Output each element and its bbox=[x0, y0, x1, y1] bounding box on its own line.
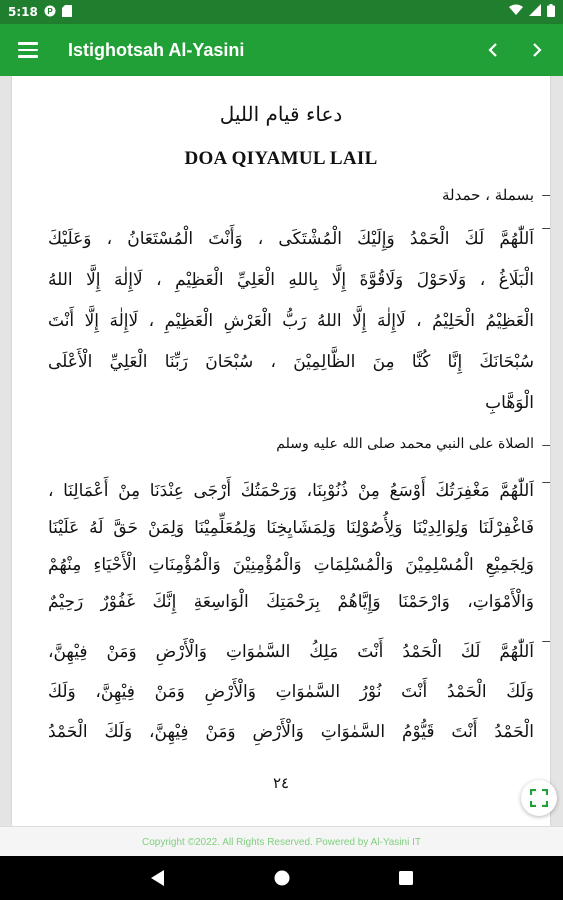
chevron-left-icon bbox=[488, 43, 498, 57]
prayer-item: – اَللّٰهُمَّ لَكَ الْحَمْدُ أَنْتَ مَلِكُ السَّمٰوَاتِ وَالْأَرْضِ وَمَنْ فِيْهِنَّ، وَلَكَ الْحَمْدُ أَنْتَ نُوْرُ السَّمٰوَاتِ وَالْأَرْضِ وَمَنْ فِيْهِنَّ، وَلَكَ الْحَمْدُ أَنْتَ قَيُّوْمُ السَّمٰوَاتِ وَالْأَرْضِ وَمَنْ فِيْهِنَّ، وَلَكَ الْحَمْدُ bbox=[48, 632, 534, 752]
prayer-line: وَلَكَ الْحَمْدُ أَنْتَ نُوْرُ السَّمٰوَاتِ وَالْأَرْضِ وَمَنْ فِيْهِنَّ، وَلَكَ bbox=[48, 682, 534, 702]
back-triangle-icon bbox=[151, 870, 165, 886]
hamburger-menu-icon[interactable] bbox=[18, 42, 38, 58]
recents-button[interactable] bbox=[394, 866, 418, 890]
prayer-item: – الصلاة على النبي محمد صلى الله عليه وسلم bbox=[48, 436, 534, 452]
prayer-line: الْوَهَّابِ bbox=[485, 393, 534, 413]
app-title: Istighotsah Al-Yasini bbox=[68, 39, 245, 60]
prayer-line: الصلاة على النبي محمد صلى الله عليه وسلم bbox=[276, 436, 534, 452]
prayer-line: بسملة ، حمدلة bbox=[441, 186, 534, 204]
back-button[interactable] bbox=[146, 866, 170, 890]
prayer-line: فَاغْفِرْلَنَا وَلِوَالِدِيْنَا وَلِأُصُوْلِنَا وَلِمَشَايِخِنَا وَلِمُعَلِّمِيْنَا وَلِمَنْ حَقَّ لَهُ عَلَيْنَا bbox=[48, 518, 534, 538]
prayer-line: اَللّٰهُمَّ مَغْفِرَتُكَ أَوْسَعُ مِنْ ذُنُوْبِنَا، وَرَحْمَتُكَ أَرْجَى عِنْدَنَا مِنْ أَعْمَالِنَا ، bbox=[48, 481, 534, 501]
app-bar bbox=[0, 24, 563, 76]
prayer-line: اَللّٰهُمَّ لَكَ الْحَمْدُ وَإِلَيْكَ الْمُشْتَكَى ، وَأَنْتَ الْمُسْتَعَانُ ، وَعَلَيْكَ bbox=[48, 229, 534, 249]
status-bar bbox=[0, 0, 563, 24]
prev-page-button[interactable] bbox=[475, 24, 511, 76]
recents-square-icon bbox=[399, 871, 413, 885]
status-icons bbox=[509, 4, 555, 20]
prayer-line: وَلِجَمِيْعِ الْمُسْلِمِيْنَ وَالْمُسْلِمَاتِ وَالْمُؤْمِنِيْنَ وَالْمُؤْمِنَاتِ الْأَحْيَاءِ مِنْهُمْ bbox=[48, 555, 534, 575]
prayer-item: – بسملة ، حمدلة bbox=[48, 186, 534, 204]
sd-card-icon bbox=[62, 5, 72, 20]
fullscreen-icon bbox=[530, 789, 548, 807]
chevron-right-icon bbox=[532, 43, 542, 57]
prayer-line: سُبْحَانَكَ إِنَّا كُنَّا مِنَ الظَّالِمِيْنَ ، سُبْحَانَ رَبِّنَا الْعَلِيِّ الْأَعْلَى bbox=[48, 352, 534, 372]
copyright-text: Copyright ©2022. All Rights Reserved. Powered by Al-Yasini IT bbox=[142, 836, 421, 848]
app-notification-icon bbox=[44, 5, 56, 20]
prayer-line: الْعَظِيْمُ الْحَلِيْمُ ، لَاإِلٰهَ إِلَّا اللهُ رَبُّ الْعَرْشِ الْعَظِيْمِ ، لَاإِلٰهَ إِلَّا أَنْتَ bbox=[48, 311, 534, 331]
battery-icon bbox=[547, 4, 555, 20]
arabic-title: دعاء قيام الليل bbox=[219, 102, 343, 126]
prayer-line: وَالْأَمْوَاتِ، وَارْحَمْنَا وَإِيَّاهُمْ بِرَحْمَتِكَ الْوَاسِعَةِ إِنَّكَ غَفُوْرٌ رَحِيْمٌ bbox=[48, 592, 534, 612]
pdf-viewer[interactable] bbox=[0, 76, 563, 826]
footer bbox=[0, 826, 563, 857]
wifi-icon bbox=[509, 4, 523, 20]
prayer-item: – اَللّٰهُمَّ لَكَ الْحَمْدُ وَإِلَيْكَ الْمُشْتَكَى ، وَأَنْتَ الْمُسْتَعَانُ ، وَعَلَيْكَ الْبَلَاغُ ، وَلَاحَوْلَ وَلَاقُوَّةَ إِلَّا بِاللهِ الْعَلِيِّ الْعَظِيْمِ ، لَاإِلٰهَ إِلَّا اللهُ الْعَظِيْمُ الْحَلِيْمُ ، لَاإِلٰهَ إِلَّا اللهُ رَبُّ الْعَرْشِ الْعَظِيْمِ ، لَاإِلٰهَ إِلَّا أَنْتَ سُبْحَانَكَ إِنَّا كُنَّا مِنَ الظَّالِمِيْنَ ، سُبْحَانَ رَبِّنَا الْعَلِيِّ الْأَعْلَى الْوَهَّابِ bbox=[48, 219, 534, 424]
svg-text:P: P bbox=[47, 6, 53, 16]
prayer-item: – اَللّٰهُمَّ مَغْفِرَتُكَ أَوْسَعُ مِنْ ذُنُوْبِنَا، وَرَحْمَتُكَ أَرْجَى عِنْدَنَا مِنْ أَعْمَالِنَا ، فَاغْفِرْلَنَا وَلِوَالِدِيْنَا وَلِأُصُوْلِنَا وَلِمَشَايِخِنَا وَلِمُعَلِّمِيْنَا وَلِمَنْ حَقَّ لَهُ عَلَيْنَا وَلِجَمِيْعِ الْمُسْلِمِيْنَ وَالْمُسْلِمَاتِ وَالْمُؤْمِنِيْنَ وَالْمُؤْمِنَاتِ الْأَحْيَاءِ مِنْهُمْ وَالْأَمْوَاتِ، وَارْحَمْنَا وَإِيَّاهُمْ بِرَحْمَتِكَ الْوَاسِعَةِ إِنَّكَ غَفُوْرٌ رَحِيْمٌ bbox=[48, 473, 534, 621]
status-time: 5:18 bbox=[8, 5, 38, 19]
next-page-button[interactable] bbox=[519, 24, 555, 76]
book-page bbox=[12, 76, 550, 826]
home-button[interactable] bbox=[270, 866, 294, 890]
prayer-line: اَللّٰهُمَّ لَكَ الْحَمْدُ أَنْتَ مَلِكُ السَّمٰوَاتِ وَالْأَرْضِ وَمَنْ فِيْهِنَّ، bbox=[48, 642, 534, 662]
fullscreen-button[interactable] bbox=[521, 780, 557, 816]
latin-title: DOA QIYAMUL LAIL bbox=[184, 148, 378, 169]
system-nav-bar bbox=[0, 856, 563, 900]
prayer-line: الْبَلَاغُ ، وَلَاحَوْلَ وَلَاقُوَّةَ إِلَّا بِاللهِ الْعَلِيِّ الْعَظِيْمِ ، لَاإِلٰهَ إِلَّا اللهُ bbox=[48, 270, 534, 290]
signal-icon bbox=[529, 4, 541, 20]
prayer-line: الْحَمْدُ أَنْتَ قَيُّوْمُ السَّمٰوَاتِ وَالْأَرْضِ وَمَنْ فِيْهِنَّ، وَلَكَ الْحَمْدُ bbox=[48, 722, 534, 742]
page-number: ٢٤ bbox=[272, 774, 290, 792]
home-circle-icon bbox=[274, 870, 290, 886]
